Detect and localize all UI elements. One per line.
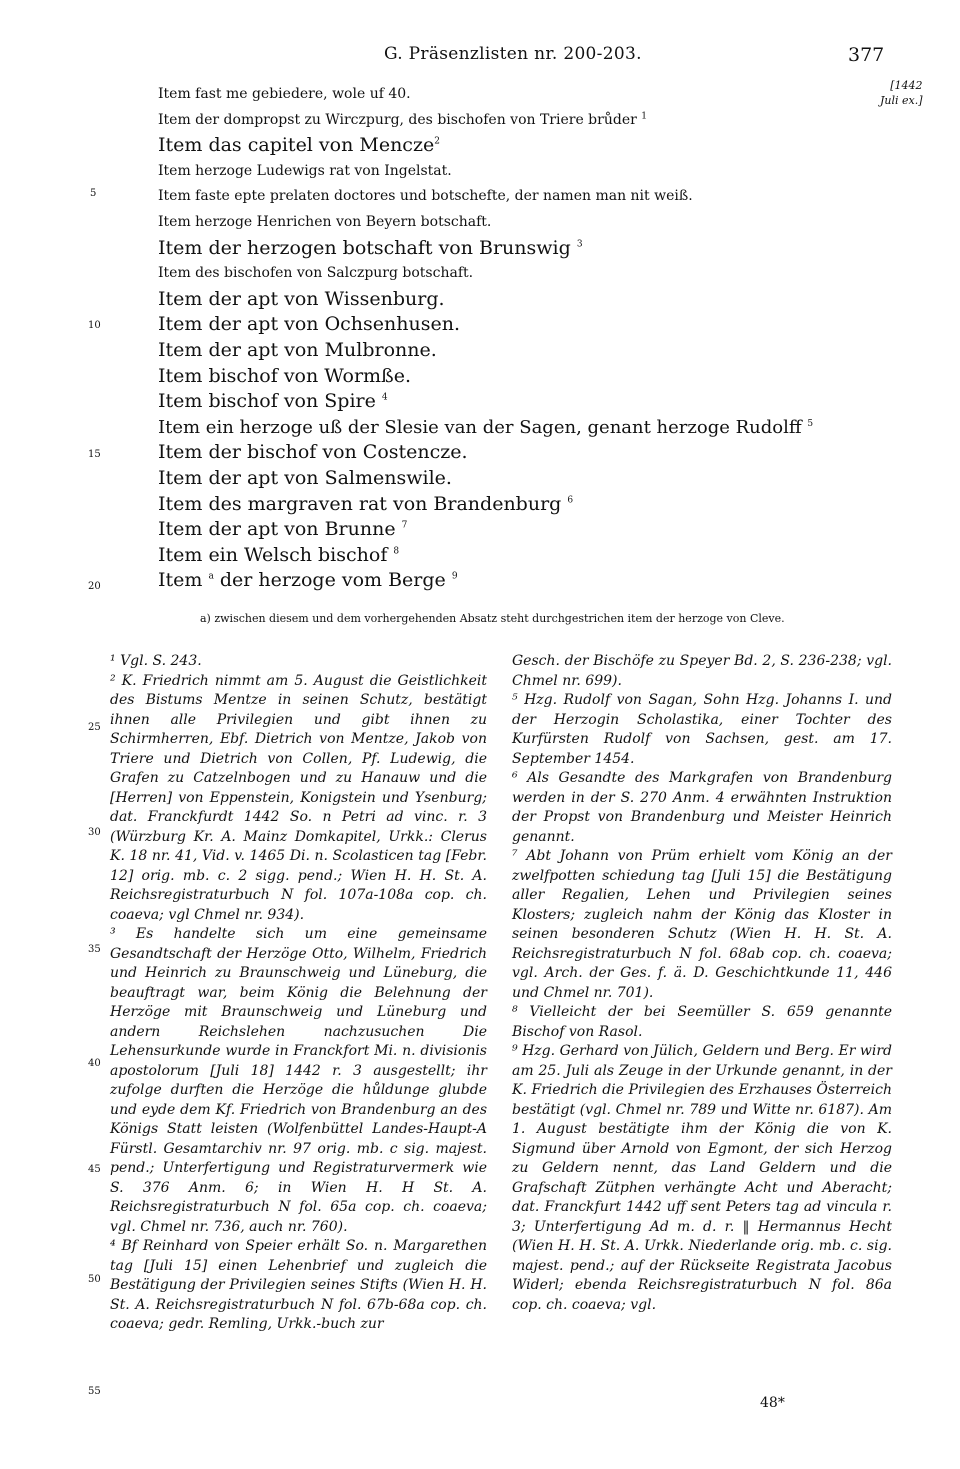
variant-ref: a [208,571,214,582]
footnote: ⁶ Als Gesandte des Markgrafen von Brandenburg werden in der S. 270 Anm. 4 erwähnten Instruktion der Propst von Brandenburg und Meister Heinrich genannt. [512,770,892,845]
list-entry [158,287,838,313]
line-number: 45 [88,1164,101,1175]
footnote: ¹ Vgl. S. 243. [110,653,202,669]
footnote-ref: 8 [393,546,400,557]
list-entry [158,261,838,287]
list-entry [158,517,838,543]
list-entry [158,133,838,159]
entry-text: Item faste epte prelaten doctores und botschefte, der namen man nit weiß. [158,188,693,205]
entry-text: Item des bischofen von Salczpurg botschaft. [158,265,474,282]
entry-text: Item ein herzoge uß der Slesie van der Sagen, genant herzoge Rudolff [158,416,802,438]
entry-text: Item herzoge Ludewigs rat von Ingelstat. [158,162,452,179]
margin-date-year: [1442 [890,79,923,92]
line-number: 15 [88,449,101,460]
footnotes-right-column [512,652,892,1315]
entry-text: Item der bischof von Costencze. [158,441,468,464]
line-number: 5 [90,188,97,199]
footnote: ² K. Friedrich nimmt am 5. August die Geistlichkeit des Bistums Mentze in seinen Schutz, bestätigt ihnen alle Privilegien und gibt ihnen zu Schirmherren, Ebf. Dietrich von Mentze, Jakob von Triere und Dietrich von Collen, Pf. Ludewig, die Grafen zu Catzelnbogen und zu Hanauw und die [Herren] von Eppenstein, Konigstein und Ysenburg; dat. Franckfurdt 1442 So. n Petri ad vinc. r. 3 (Würzburg Kr. A. Mainz Domkapitel, Urkk.: Clerus K. 18 nr. 41, Vid. v. 1465 Di. n. Scolasticen tag [Febr. 12] orig. mb. c. 2 sigg. pend.; Wien H. H. St. A. Reichsregistraturbuch N fol. 107a-108a cop. ch. coaeva; vgl Chmel nr. 934). [110,672,487,923]
footnote-ref: 3 [576,239,583,250]
entry-text: Item der apt von Ochsenhusen. [158,313,461,336]
line-number: 20 [88,581,101,592]
list-entry [158,184,838,210]
entry-text: Item fast me gebiedere, wole uf 40. [158,86,411,102]
list-entry [158,440,838,466]
attendance-list [158,82,838,594]
entry-text: Item der herzogen botschaft von Brunswig [158,236,571,259]
footnote-ref: 9 [451,571,458,582]
list-entry [158,338,838,364]
footnote: ³ Es handelte sich um eine gemeinsame Gesandtschaft der Herzöge Otto, Wilhelm, Friedrich und Heinrich zu Braunschweig und Lüneburg, die beauftragt war, beim König die Belehnung der Herzöge mit Braunschweig und Lüneburg und andern Reichslehen nachzusuchen Die Lehensurkunde wurde in Franckfort Mi. n. divisionis apostolorum [Juli 18] 1442 r. 3 ausgestellt; ihr zufolge durften die Herzöge die hůldunge glubde und eyde dem Kf. Friedrich von Brandenburg an des Königs Statt leisten (Wolfenbüttel Landes-Haupt-A Fürstl. Gesamtarchiv nr. 97 orig. mb. c sig. majest. pend.; Unterfertigung und Registraturvermerk wie S. 376 Anm. 6; in Wien H. H St. A. Reichsregistraturbuch N fol. 65a cop. ch. coaeva; vgl. Chmel nr. 736, auch nr. 760). [110,926,487,1235]
footnote: ⁷ Abt Johann von Prüm erhielt vom König an der zwelfpotten schiedung tag [Juli 15] die Bestätigung aller Regalien, Lehen und Privilegien seines Klosters; zugleich nahm der König das Kloster in seinen besonderen Schutz (Wien H. H. St. A. Reichsregistraturbuch N fol. 68ab cop. ch. coaeva; vgl. Arch. der Ges. f. ä. D. Geschichtkunde 11, 446 und Chmel nr. 701). [512,848,892,1001]
line-number: 30 [88,827,101,838]
footnote-ref: 1 [641,110,647,121]
footnote: ⁴ Bf Reinhard von Speier erhält So. n. Margarethen tag [Juli 15] einen Lehenbrief und zugleich die Bestätigung der Privilegien seines Stifts (Wien H. H. St. A. Reichsregistraturbuch N fol. 67b-68a cop. ch. coaeva; gedr. Remling, Urkk.-buch zur [110,1238,487,1332]
list-entry [158,108,838,134]
entry-text: Item bischof von Wormße. [158,364,412,387]
entry-text: Item der apt von Brunne [158,518,396,541]
line-number: 25 [88,722,101,733]
footnote: Gesch. der Bischöfe zu Speyer Bd. 2, S. 236-238; vgl. Chmel nr. 699). [512,653,892,689]
margin-date-month: Juli ex.] [880,94,923,107]
list-entry [158,415,838,441]
list-entry [158,568,838,594]
footnote: ⁹ Hzg. Gerhard von Jülich, Geldern und Berg. Er wird am 25. Juli als Zeuge in der Urkunde genannt, in der K. Friedrich die Privilegien des Erzhauses Österreich bestätigt (vgl. Chmel nr. 789 und Witte nr. 6187). Am 1. August bestätigte ihm der König die von K. Sigmund über Arnold von Egmont, der sich Herzog zu Geldern nennt, das Land Geldern und die Grafschaft Zütphen verhängte Acht und Aberacht; dat. Franckfurt 1442 uff sent Peters tag ad vincula r. 3; Unterfertigung Ad m. d. r. ‖ Hermannus Hecht (Wien H. H. St. A. Urkk. Niederlande orig. mb. c. sig. majest. pend.; auf der Rückseite Registrata Jacobus Widerl; ebenda Reichsregistraturbuch N fol. 86a cop. ch. coaeva; vgl. [512,1043,892,1313]
line-number: 35 [88,944,101,955]
list-entry [158,236,838,262]
line-number: 40 [88,1058,101,1069]
footnote: ⁸ Vielleicht der bei Seemüller S. 659 genannte Bischof von Rasol. [512,1004,892,1040]
list-entry [158,389,838,415]
entry-text: Item der dompropst zu Wirczpurg, des bischofen von Triere brůder [158,111,637,128]
entry-text: Item ein Welsch bischof [158,543,388,566]
footnote-ref: 4 [381,392,388,403]
list-entry [158,210,838,236]
list-entry [158,543,838,569]
list-entry [158,82,838,108]
footnote-ref: 6 [567,495,574,506]
line-number: 50 [88,1274,101,1285]
entry-text: Item des margraven rat von Brandenburg [158,492,562,515]
list-entry [158,159,838,185]
list-entry [158,466,838,492]
footnote: ⁵ Hzg. Rudolf von Sagan, Sohn Hzg. Johanns I. und der Herzogin Scholastika, einer Tochter des Kurfürsten Rudolf von Sachsen, gest. am 17. September 1454. [512,692,892,767]
list-entry [158,364,838,390]
entry-text: Item der apt von Wissenburg. [158,287,445,310]
entry-text: der herzoge vom Berge [219,569,446,592]
margin-date [880,78,923,108]
entry-text: Item das capitel von Mencze [158,134,435,157]
entry-text: Item herzoge Henrichen von Beyern botschaft. [158,213,492,230]
footnote-ref: 2 [434,136,440,147]
signature-mark: 48* [760,1395,785,1411]
entry-text: Item der apt von Salmenswile. [158,466,452,489]
variant-note: a) zwischen diesem und dem vorhergehenden Absatz steht durchgestrichen item der herzoge von Cleve. [200,612,785,625]
entry-text: Item [158,569,203,592]
list-entry [158,312,838,338]
running-head: G. Präsenzlisten nr. 200-203. [384,44,642,64]
footnote-ref: 7 [401,520,408,531]
entry-text: Item der apt von Mulbronne. [158,338,437,361]
entry-text: Item bischof von Spire [158,390,376,413]
line-number: 55 [88,1386,101,1397]
page-number: 377 [848,44,885,66]
line-number: 10 [88,320,101,331]
footnote-ref: 5 [807,418,814,429]
list-entry [158,492,838,518]
footnotes-left-column [110,652,487,1335]
